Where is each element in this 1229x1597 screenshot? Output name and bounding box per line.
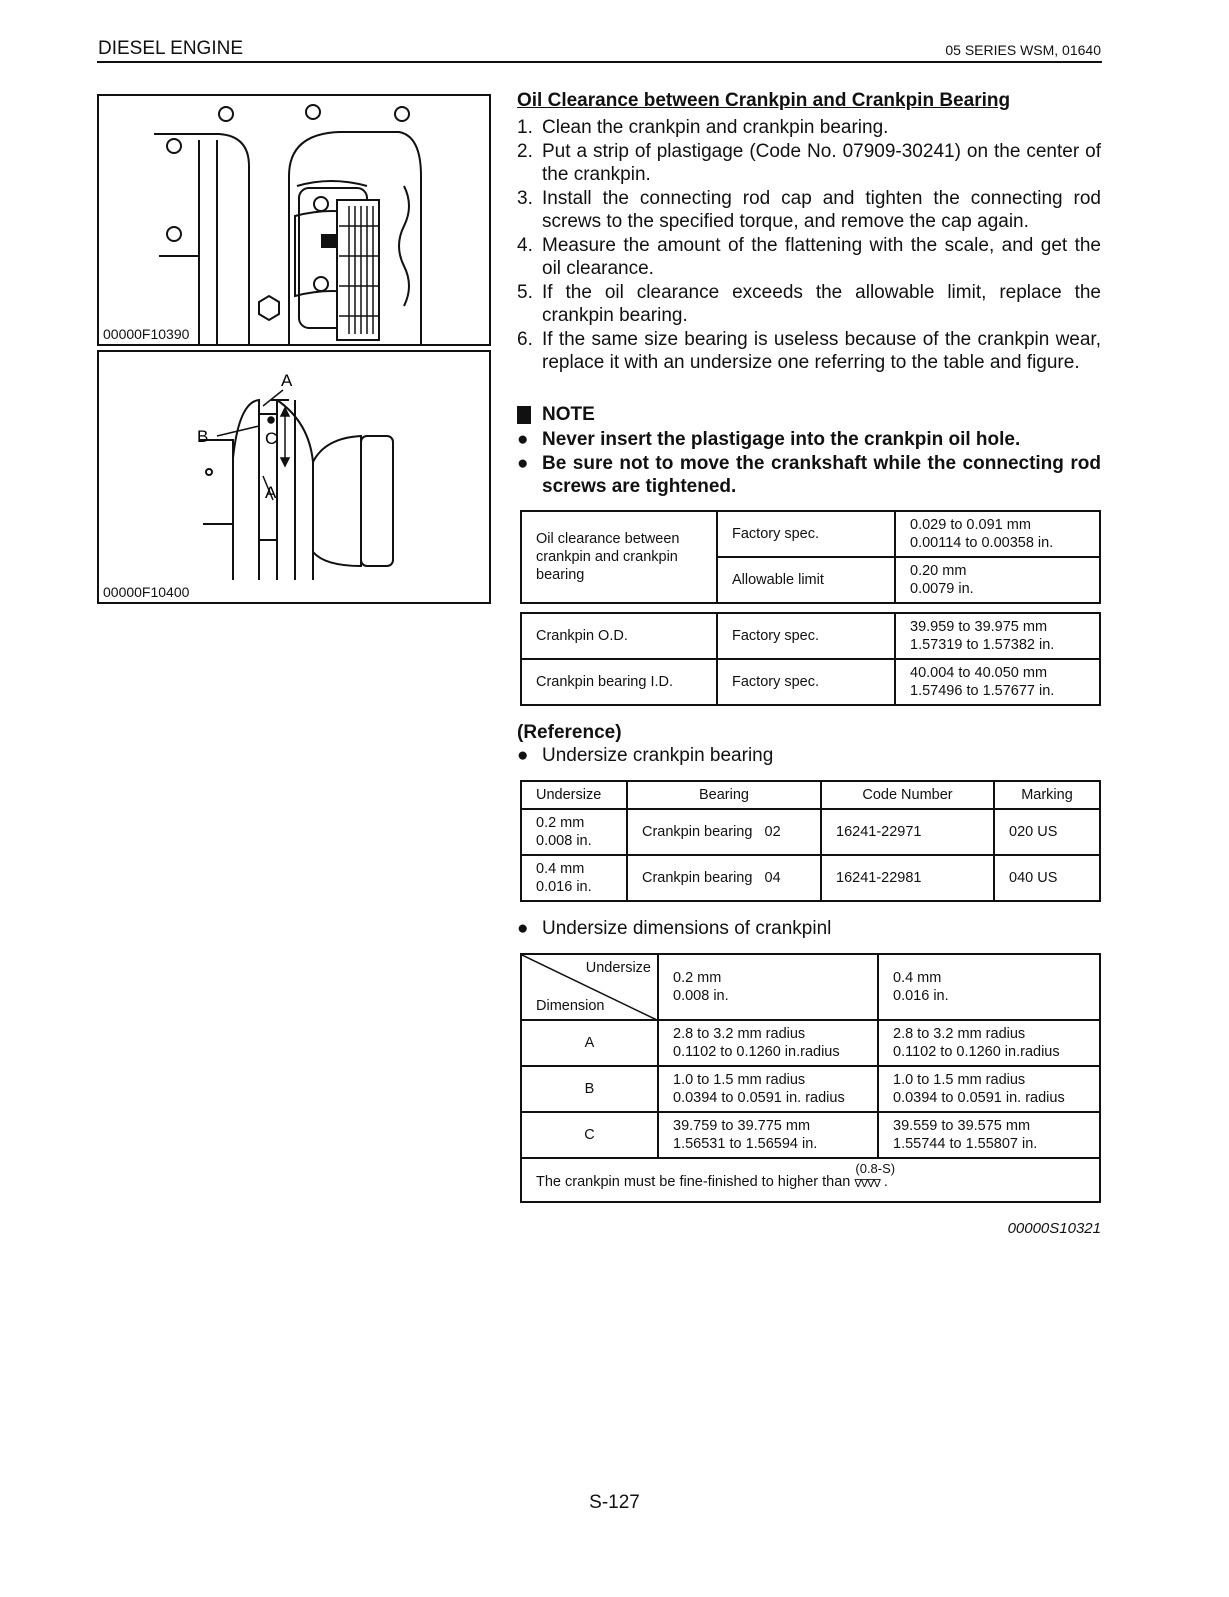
spec-type-cell: Factory spec. xyxy=(717,659,895,705)
table-cell: 0.4 mm 0.016 in. xyxy=(521,855,627,901)
bullet-icon: ● xyxy=(517,429,529,450)
note-item: ● Be sure not to move the crankshaft while the connecting rod screws are tightened. xyxy=(517,452,1101,497)
table-cell: Crankpin bearing 02 xyxy=(627,809,821,855)
corner-label-undersize: Undersize xyxy=(585,960,651,976)
note-title: NOTE xyxy=(542,404,595,425)
spec-type-cell: Factory spec. xyxy=(717,613,895,659)
note-heading xyxy=(517,404,595,426)
diagonal-header-cell xyxy=(521,954,658,1020)
table-cell: Crankpin bearing 04 xyxy=(627,855,821,901)
step-item: 1. Clean the crankpin and crankpin bearing. xyxy=(517,117,889,138)
undersize-bearing-table xyxy=(520,780,1101,902)
finish-triangles: ∇∇∇∇ xyxy=(854,1178,880,1190)
step-item: 6. If the same size bearing is useless because of the crankpin wear, replace it with an undersize one referring to the table and figure. xyxy=(517,328,1101,373)
column-header: 0.2 mm 0.008 in. xyxy=(658,954,878,1020)
page-number: S-127 xyxy=(589,1492,640,1513)
spec-value-cell: 0.20 mm 0.0079 in. xyxy=(895,557,1100,603)
table-cell: 16241-22971 xyxy=(821,809,994,855)
table-header: Bearing xyxy=(627,781,821,809)
table-cell: 2.8 to 3.2 mm radius 0.1102 to 0.1260 in.radius xyxy=(658,1020,878,1066)
spec-item-cell: Crankpin bearing I.D. xyxy=(521,659,717,705)
callout-a-bottom: A xyxy=(265,483,277,502)
oil-clearance-spec-table xyxy=(520,510,1101,604)
callout-c: C xyxy=(265,429,278,448)
callout-a-top: A xyxy=(281,371,293,390)
row-header: B xyxy=(521,1066,658,1112)
plastigage-scale-card xyxy=(337,200,379,340)
reference-bullet: ● Undersize crankpin bearing xyxy=(517,745,774,766)
bullet-icon: ● xyxy=(517,452,529,474)
reference-bullet: ● Undersize dimensions of crankpinl xyxy=(517,918,832,939)
spec-item-cell: Crankpin O.D. xyxy=(521,613,717,659)
undersize-dimension-table xyxy=(520,953,1101,1203)
row-header: C xyxy=(521,1112,658,1158)
header-title: DIESEL ENGINE xyxy=(98,38,244,59)
column-header: 0.4 mm 0.016 in. xyxy=(878,954,1100,1020)
spec-value-cell: 39.959 to 39.975 mm 1.57319 to 1.57382 in. xyxy=(895,613,1100,659)
step-item: 2. Put a strip of plastigage (Code No. 07909-30241) on the center of the crankpin. xyxy=(517,140,1101,185)
document-code-ref: 00000S10321 xyxy=(1007,1220,1101,1237)
finish-requirement-text: The crankpin must be fine-finished to higher than xyxy=(536,1174,851,1190)
corner-label-dimension: Dimension xyxy=(536,998,605,1014)
crankpin-illustration xyxy=(99,352,489,602)
table-header: Marking xyxy=(994,781,1100,809)
table-cell: 1.0 to 1.5 mm radius 0.0394 to 0.0591 in. radius xyxy=(658,1066,878,1112)
surface-finish-symbol xyxy=(854,1161,896,1191)
figure-plastigage-measurement xyxy=(97,94,491,346)
finish-value: (0.8-S) xyxy=(855,1161,896,1176)
procedure-steps xyxy=(517,116,1101,375)
table-header: Code Number xyxy=(821,781,994,809)
figure-crankpin-dimensions xyxy=(97,350,491,604)
bullet-icon: ● xyxy=(517,745,529,766)
step-item: 5. If the oil clearance exceeds the allowable limit, replace the crankpin bearing. xyxy=(517,281,1101,326)
header-rule xyxy=(97,61,1102,63)
finish-requirement-cell: The crankpin must be fine-finished to higher than (0.8-S) ∇∇∇∇ . xyxy=(521,1158,1100,1202)
spec-value-cell: 0.029 to 0.091 mm 0.00114 to 0.00358 in. xyxy=(895,511,1100,557)
note-list xyxy=(517,428,1101,499)
table-cell: 1.0 to 1.5 mm radius 0.0394 to 0.0591 in. radius xyxy=(878,1066,1100,1112)
spec-value-cell: 40.004 to 40.050 mm 1.57496 to 1.57677 in. xyxy=(895,659,1100,705)
section-title: Oil Clearance between Crankpin and Crankpin Bearing xyxy=(517,90,1011,111)
callout-b: B xyxy=(197,427,209,446)
figure-code-label: 00000F10390 xyxy=(103,326,190,342)
step-item: 3. Install the connecting rod cap and tighten the connecting rod screws to the specified torque, and remove the cap again. xyxy=(517,187,1101,232)
header-manual-id: 05 SERIES WSM, 01640 xyxy=(945,42,1101,58)
figure-code-label: 00000F10400 xyxy=(103,584,190,600)
table-cell: 2.8 to 3.2 mm radius 0.1102 to 0.1260 in.radius xyxy=(878,1020,1100,1066)
table-header: Undersize xyxy=(521,781,627,809)
crankpin-dimension-spec-table xyxy=(520,612,1101,706)
spec-type-cell: Factory spec. xyxy=(717,511,895,557)
spec-type-cell: Allowable limit xyxy=(717,557,895,603)
spec-item-cell: Oil clearance between crankpin and crankpin bearing xyxy=(521,511,717,603)
note-item: ● Never insert the plastigage into the crankpin oil hole. xyxy=(517,429,1021,450)
step-item: 4. Measure the amount of the flattening with the scale, and get the oil clearance. xyxy=(517,234,1101,279)
plastigage-illustration xyxy=(99,96,489,344)
row-header: A xyxy=(521,1020,658,1066)
note-square-icon xyxy=(517,406,531,424)
table-cell: 39.759 to 39.775 mm 1.56531 to 1.56594 in. xyxy=(658,1112,878,1158)
table-cell: 040 US xyxy=(994,855,1100,901)
table-cell: 020 US xyxy=(994,809,1100,855)
table-cell: 0.2 mm 0.008 in. xyxy=(521,809,627,855)
bullet-icon: ● xyxy=(517,918,529,939)
table-cell: 39.559 to 39.575 mm 1.55744 to 1.55807 in. xyxy=(878,1112,1100,1158)
table-cell: 16241-22981 xyxy=(821,855,994,901)
reference-title: (Reference) xyxy=(517,722,622,743)
